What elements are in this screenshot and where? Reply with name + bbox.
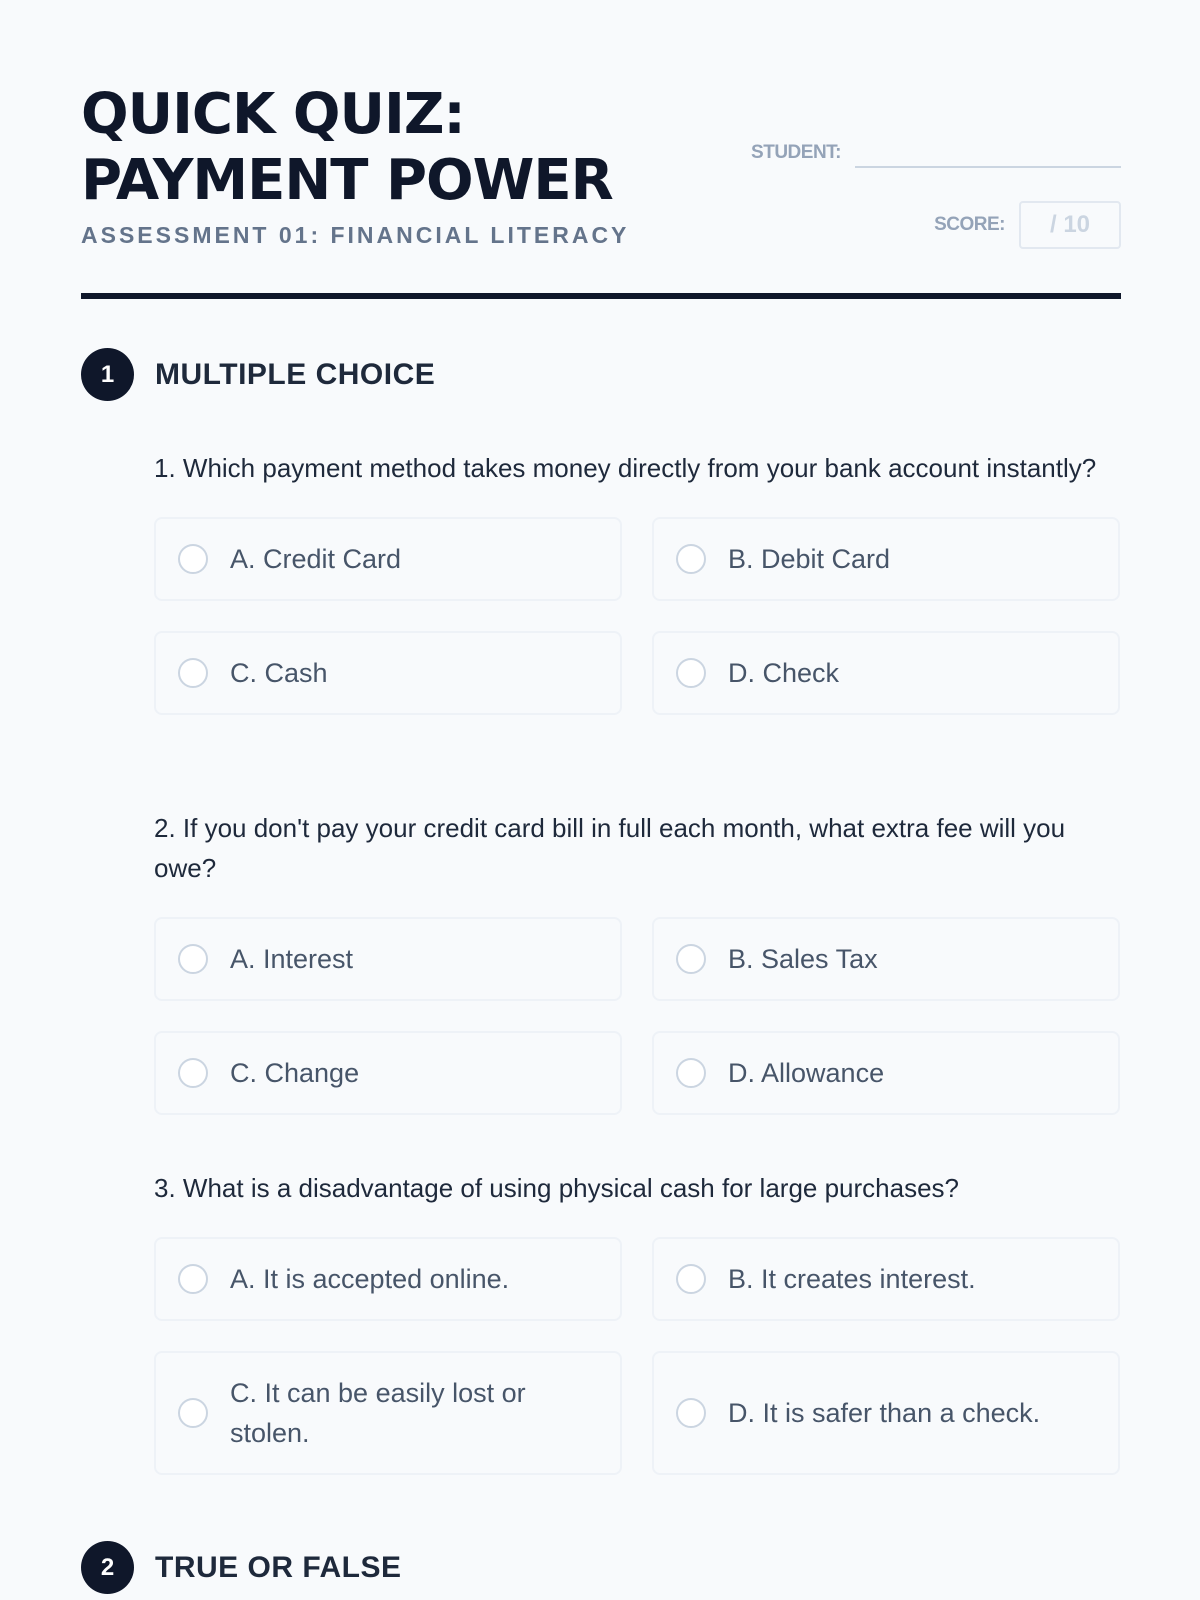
quiz-page [81,0,1121,1584]
quiz-header [81,0,1121,302]
radio-icon[interactable] [676,1264,706,1294]
option-a[interactable] [154,917,622,1001]
section-title: MULTIPLE CHOICE [155,357,436,391]
section-true-or-false [81,1541,402,1594]
radio-icon[interactable] [178,1398,208,1428]
option-c[interactable] [154,1031,622,1115]
option-label: D. It is safer than a check. [728,1398,1041,1428]
option-d[interactable] [652,1031,1120,1115]
title-line-1: QUICK QUIZ: [81,82,465,147]
option-b[interactable] [652,917,1120,1001]
assessment-subtitle: ASSESSMENT 01: FINANCIAL LITERACY [81,222,630,248]
section-multiple-choice [81,348,435,401]
option-label: D. Check [728,658,840,688]
student-row [751,138,1121,168]
question-text: 3. What is a disadvantage of using physical cash for large purchases? [154,1173,960,1203]
radio-icon[interactable] [676,544,706,574]
radio-icon[interactable] [178,658,208,688]
option-d[interactable] [652,631,1120,715]
question-text: 1. Which payment method takes money directly from your bank account instantly? [154,453,1097,483]
option-d[interactable] [652,1351,1120,1475]
option-label: C. Change [230,1058,360,1088]
section-number-badge: 2 [81,1541,134,1594]
header-divider [81,293,1121,299]
question-3 [154,1168,1121,1475]
section-number-badge: 1 [81,348,134,401]
radio-icon[interactable] [178,944,208,974]
radio-icon[interactable] [178,1058,208,1088]
radio-icon[interactable] [676,1398,706,1428]
option-c[interactable] [154,631,622,715]
radio-icon[interactable] [178,1264,208,1294]
question-1 [154,448,1121,715]
radio-icon[interactable] [178,544,208,574]
page-title [81,82,613,214]
option-label: C. Cash [230,658,328,688]
answer-options [154,1237,1121,1475]
title-line-2: PAYMENT POWER [81,148,613,213]
option-a[interactable] [154,517,622,601]
option-label: D. Allowance [728,1058,885,1088]
radio-icon[interactable] [676,1058,706,1088]
radio-icon[interactable] [676,658,706,688]
option-label: B. Sales Tax [728,944,878,974]
option-b[interactable] [652,517,1120,601]
option-label: B. Debit Card [728,544,891,574]
score-box[interactable]: / 10 [1019,201,1121,249]
section-title: TRUE OR FALSE [155,1550,402,1584]
option-label: A. It is accepted online. [230,1264,510,1294]
answer-options [154,917,1121,1115]
option-a[interactable] [154,1237,622,1321]
question-text: 2. If you don't pay your credit card bill in full each month, what extra fee will you owe? [154,813,1066,883]
student-name-field[interactable] [855,138,1121,168]
score-row [934,201,1121,249]
radio-icon[interactable] [676,944,706,974]
option-b[interactable] [652,1237,1120,1321]
option-label: B. It creates interest. [728,1264,976,1294]
answer-options [154,517,1121,715]
option-label: A. Interest [230,944,354,974]
student-label: STUDENT: [751,142,841,163]
question-2 [154,808,1121,1115]
option-label: A. Credit Card [230,544,402,574]
score-label: SCORE: [934,214,1005,235]
option-label: C. It can be easily lost or stolen. [230,1378,526,1448]
option-c[interactable] [154,1351,622,1475]
